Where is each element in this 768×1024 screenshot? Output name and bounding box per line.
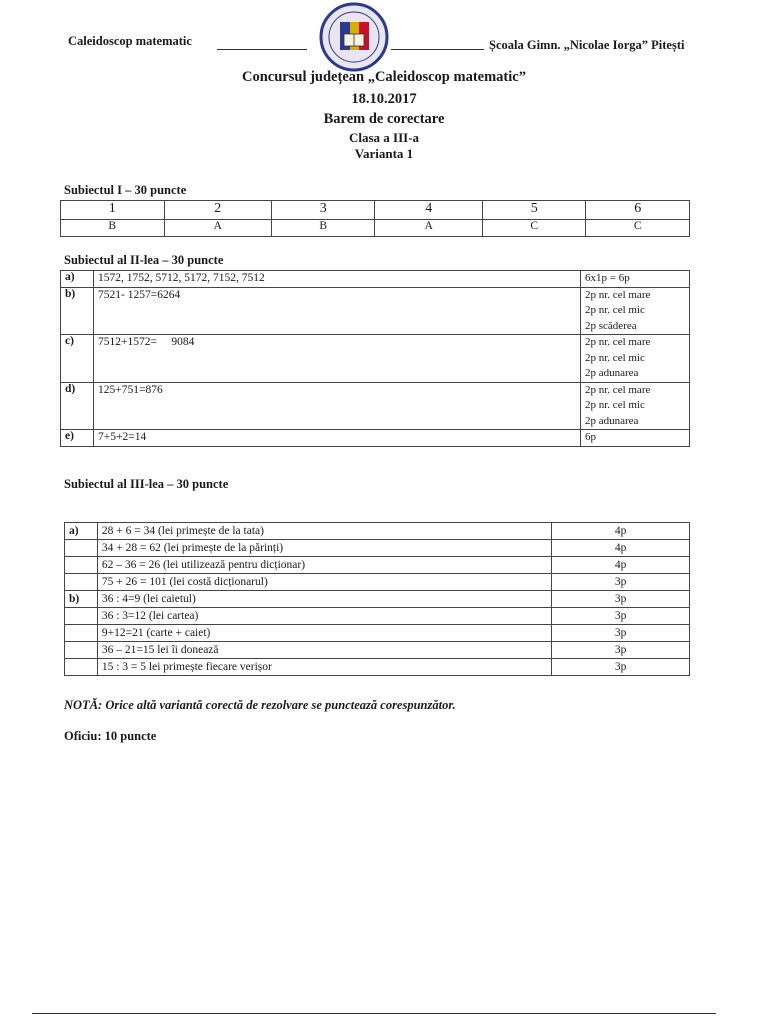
answer-cell: A xyxy=(164,220,271,237)
answer-cell: B xyxy=(271,220,375,237)
points-line: 2p scăderea xyxy=(585,319,637,332)
points-line: 2p adunarea xyxy=(585,367,639,379)
row-points: 3p xyxy=(552,642,690,659)
question-number: 1 xyxy=(61,201,165,220)
row-points: 3p xyxy=(552,591,690,608)
document-title: Barem de corectare xyxy=(323,111,445,127)
row-answer: 15 : 3 = 5 lei primește fiecare verișor xyxy=(97,659,552,676)
row-answer: 75 + 26 = 101 (lei costă dicționarul) xyxy=(97,574,552,591)
row-label xyxy=(65,608,98,625)
row-points: 4p xyxy=(552,557,690,574)
row-points: 3p xyxy=(552,574,690,591)
row-label: e) xyxy=(61,430,94,447)
points-line: 6p xyxy=(585,431,596,443)
subject1-numbers-row xyxy=(61,201,690,220)
subject2-table xyxy=(60,270,690,447)
table-row xyxy=(61,382,690,430)
row-label xyxy=(65,574,98,591)
contest-date: 18.10.2017 xyxy=(351,91,417,107)
answer-cell: B xyxy=(61,220,165,237)
row-answer: 1572, 1752, 5712, 5172, 7152, 7512 xyxy=(94,271,581,288)
row-points xyxy=(581,271,690,288)
row-label xyxy=(65,557,98,574)
subject3-heading: Subiectul al III-lea – 30 puncte xyxy=(64,477,229,491)
points-line: 2p nr. cel mic xyxy=(585,304,645,316)
grading-note: NOTĂ: Orice altă variantă corectă de rezolvare se punctează corespunzător. xyxy=(64,698,456,712)
subject3-table xyxy=(64,522,690,676)
row-label: a) xyxy=(65,523,98,540)
row-answer: 28 + 6 = 34 (lei primește de la tata) xyxy=(97,523,552,540)
table-row xyxy=(61,335,690,383)
points-line: 2p nr. cel mare xyxy=(585,336,651,348)
row-answer: 62 – 36 = 26 (lei utilizează pentru dicționar) xyxy=(97,557,552,574)
row-label: b) xyxy=(65,591,98,608)
question-number: 2 xyxy=(164,201,271,220)
header-left-rule xyxy=(217,49,307,50)
table-row xyxy=(65,608,690,625)
points-line: 2p nr. cel mic xyxy=(585,399,645,411)
row-points xyxy=(581,335,690,383)
points-line: 2p adunarea xyxy=(585,414,639,427)
row-points xyxy=(581,430,690,447)
subject2-heading: Subiectul al II-lea – 30 puncte xyxy=(64,253,224,267)
row-points: 4p xyxy=(552,523,690,540)
row-label xyxy=(65,642,98,659)
row-label: d) xyxy=(61,382,94,430)
subject1-heading: Subiectul I – 30 puncte xyxy=(64,183,187,197)
points-line: 6x1p = 6p xyxy=(585,272,630,284)
table-row xyxy=(65,642,690,659)
question-number: 4 xyxy=(375,201,482,220)
row-points: 3p xyxy=(552,608,690,625)
row-label xyxy=(65,540,98,557)
table-row xyxy=(65,557,690,574)
row-points xyxy=(581,382,690,430)
oficiu-points: Oficiu: 10 puncte xyxy=(64,729,157,743)
row-answer: 7521- 1257=6264 xyxy=(94,287,581,335)
row-label xyxy=(65,625,98,642)
row-answer: 9+12=21 (carte + caiet) xyxy=(97,625,552,642)
header-right-title: Școala Gimn. „Nicolae Iorga” Pitești xyxy=(489,38,685,52)
points-line: 2p nr. cel mic xyxy=(585,351,645,364)
table-row xyxy=(61,430,690,447)
header-left-title: Caleidoscop matematic xyxy=(68,34,192,48)
row-label: b) xyxy=(61,287,94,335)
row-points: 4p xyxy=(552,540,690,557)
row-points xyxy=(581,287,690,335)
row-label xyxy=(65,659,98,676)
table-row xyxy=(65,574,690,591)
row-answer: 34 + 28 = 62 (lei primește de la părinți) xyxy=(97,540,552,557)
table-row xyxy=(61,287,690,335)
row-answer: 7+5+2=14 xyxy=(94,430,581,447)
table-row xyxy=(65,591,690,608)
grade-label: Clasa a III-a xyxy=(348,130,420,145)
subject1-answers-row xyxy=(61,220,690,237)
question-number: 3 xyxy=(271,201,375,220)
answer-cell: C xyxy=(586,220,690,237)
row-answer: 36 – 21=15 lei îi donează xyxy=(97,642,552,659)
question-number: 6 xyxy=(586,201,690,220)
table-row xyxy=(61,271,690,288)
row-answer: 7512+1572= 9084 xyxy=(94,335,581,383)
row-points: 3p xyxy=(552,659,690,676)
row-answer: 36 : 3=12 (lei cartea) xyxy=(97,608,552,625)
row-label: a) xyxy=(61,271,94,288)
answer-cell: C xyxy=(482,220,586,237)
points-line: 2p nr. cel mare xyxy=(585,288,651,301)
page-bottom-rule xyxy=(32,1013,716,1014)
row-answer: 125+751=876 xyxy=(94,382,581,430)
table-row xyxy=(65,523,690,540)
points-line: 2p nr. cel mare xyxy=(585,383,651,396)
header-right-rule xyxy=(391,49,484,50)
contest-title: Concursul județean „Caleidoscop matematic” xyxy=(242,69,526,85)
question-number: 5 xyxy=(482,201,586,220)
row-points: 3p xyxy=(552,625,690,642)
variant-label: Varianta 1 xyxy=(354,146,414,161)
row-answer: 36 : 4=9 (lei caietul) xyxy=(97,591,552,608)
row-label: c) xyxy=(61,335,94,383)
table-row xyxy=(65,540,690,557)
answer-cell: A xyxy=(375,220,482,237)
table-row xyxy=(65,659,690,676)
subject1-table xyxy=(60,200,690,237)
table-row xyxy=(65,625,690,642)
school-crest-icon xyxy=(318,2,390,72)
